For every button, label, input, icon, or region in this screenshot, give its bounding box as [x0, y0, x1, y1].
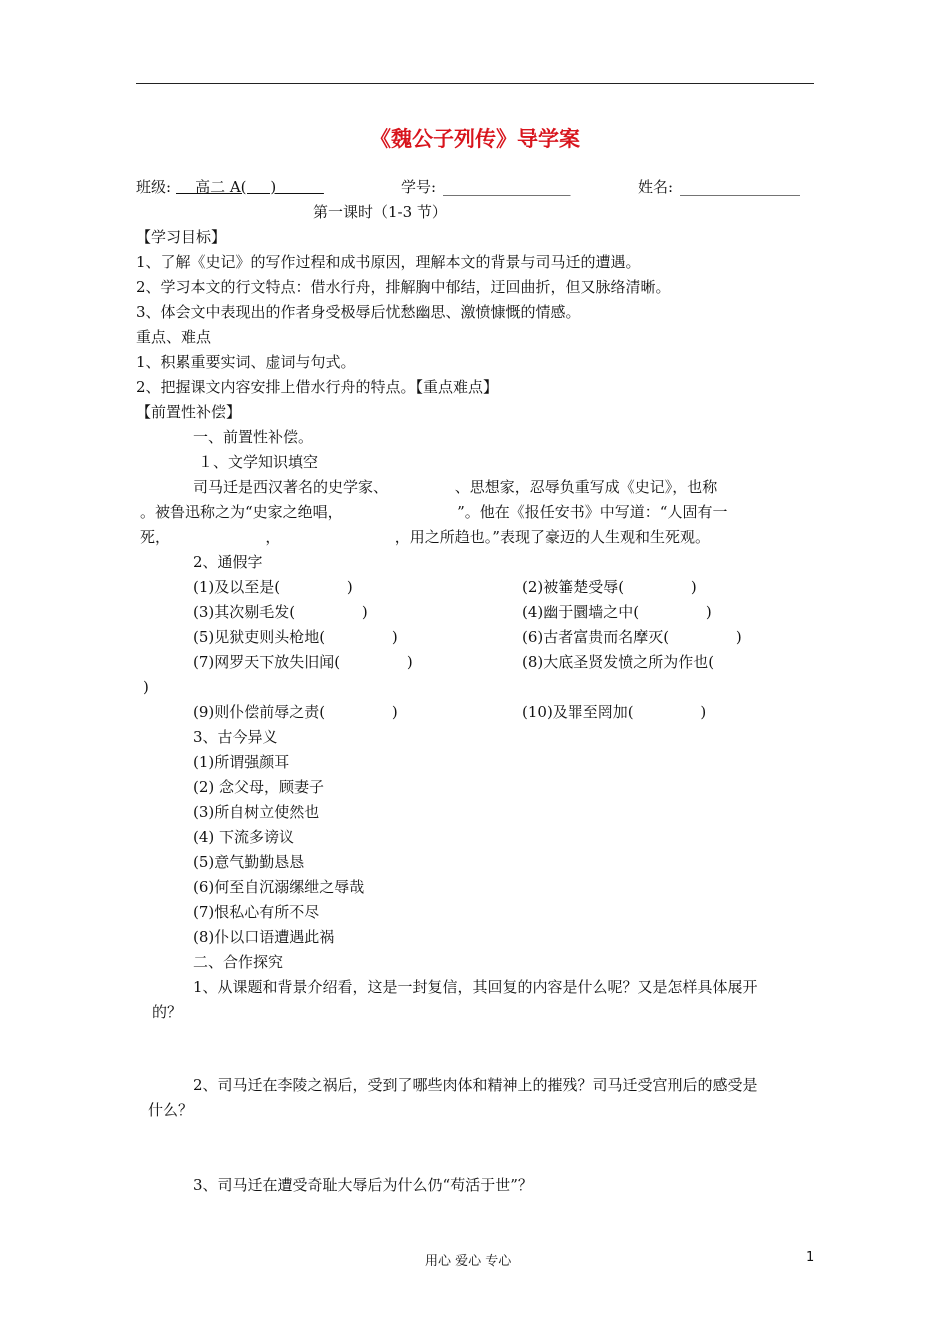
prep-heading: 【前置性补偿】 — [136, 403, 242, 421]
fill-line: 死， ， ，用之所趋也。”表现了豪迈的人生观和生死观。 — [140, 528, 710, 546]
name-blank: ________________ — [680, 178, 800, 196]
tongjia-item: (5)见狱吏则头枪地( ) — [193, 628, 398, 646]
session-label: 第一课时（1-3 节） — [313, 203, 447, 221]
header-rule — [136, 83, 814, 84]
class-label: 班级: — [136, 178, 172, 196]
goal-item: 2、学习本文的行文特点：借水行舟，排解胸中郁结，迂回曲折，但又脉络清晰。 — [136, 278, 671, 296]
goal-item: 3、体会文中表现出的作者身受极辱后忧愁幽思、激愤慷慨的情感。 — [136, 303, 581, 321]
question-1-cont: 的？ — [152, 1003, 183, 1021]
tongjia-item: (8)大底圣贤发愤之所为作也( — [522, 653, 715, 671]
fill-line: 司马迁是西汉著名的史学家、 、思想家，忍辱负重写成《史记》，也称 — [193, 478, 718, 496]
tongjia-item: (7)网罗天下放失旧闻( ) — [193, 653, 413, 671]
key-heading: 重点、难点 — [136, 328, 212, 346]
id-blank: _________________ — [443, 178, 571, 196]
guyin-item: (7)恨私心有所不尽 — [193, 903, 320, 921]
tongjia-item: (4)幽于圜墙之中( ) — [522, 603, 712, 621]
guyin-heading: 3、古今异义 — [193, 728, 278, 746]
footer-motto: 用心 爱心 专心 — [425, 1254, 512, 1269]
guyin-item: (3)所自树立使然也 — [193, 803, 320, 821]
page-title: 《魏公子列传》导学案 — [370, 126, 580, 151]
question-2-cont: 什么？ — [148, 1101, 194, 1119]
tongjia-wrap: ) — [143, 678, 149, 696]
goal-item: 1、了解《史记》的写作过程和成书原因，理解本文的背景与司马迁的遭遇。 — [136, 253, 641, 271]
question-1: 1、从课题和背景介绍看，这是一封复信，其回复的内容是什么呢？又是怎样具体展开 — [193, 978, 758, 996]
guyin-item: (2) 念父母，顾妻子 — [193, 778, 325, 796]
guyin-item: (6)何至自沉溺缧绁之辱哉 — [193, 878, 365, 896]
tongjia-item: (6)古者富贵而名摩灭( ) — [522, 628, 742, 646]
id-label: 学号: — [401, 178, 437, 196]
key-item: 1、积累重要实词、虚词与句式。 — [136, 353, 356, 371]
tongjia-heading: 2、通假字 — [193, 553, 263, 571]
tongjia-item: (10)及罪至罔加( ) — [522, 703, 707, 721]
coop-heading: 二、合作探究 — [193, 953, 284, 971]
prep-sub1: 一、前置性补偿。 — [193, 428, 314, 446]
page-number: 1 — [806, 1250, 815, 1265]
tongjia-item: (3)其次剔毛发( ) — [193, 603, 368, 621]
key-item: 2、把握课文内容安排上借水行舟的特点。【重点难点】 — [136, 378, 499, 396]
guyin-item: (5)意气勤勤恳恳 — [193, 853, 305, 871]
question-3: 3、司马迁在遭受奇耻大辱后为什么仍“苟活于世”？ — [193, 1176, 533, 1194]
tongjia-item: (2)被箠楚受辱( ) — [522, 578, 697, 596]
goals-heading: 【学习目标】 — [136, 228, 227, 246]
tongjia-item: (1)及以至是( ) — [193, 578, 353, 596]
guyin-item: (8)仆以口语遭遇此祸 — [193, 928, 335, 946]
fill-line: 。被鲁迅称之为“史家之绝唱， ”。他在《报任安书》中写道：“人固有一 — [140, 503, 728, 521]
name-label: 姓名: — [638, 178, 674, 196]
class-value: 高二 A( ) — [176, 178, 324, 196]
guyin-item: (1)所谓强颜耳 — [193, 753, 290, 771]
guyin-item: (4) 下流多谤议 — [193, 828, 295, 846]
prep-sub1-1: １、文学知识填空 — [198, 453, 319, 471]
question-2: 2、司马迁在李陵之祸后，受到了哪些肉体和精神上的摧残？司马迁受宫刑后的感受是 — [193, 1076, 758, 1094]
tongjia-item: (9)则仆偿前辱之责( ) — [193, 703, 398, 721]
